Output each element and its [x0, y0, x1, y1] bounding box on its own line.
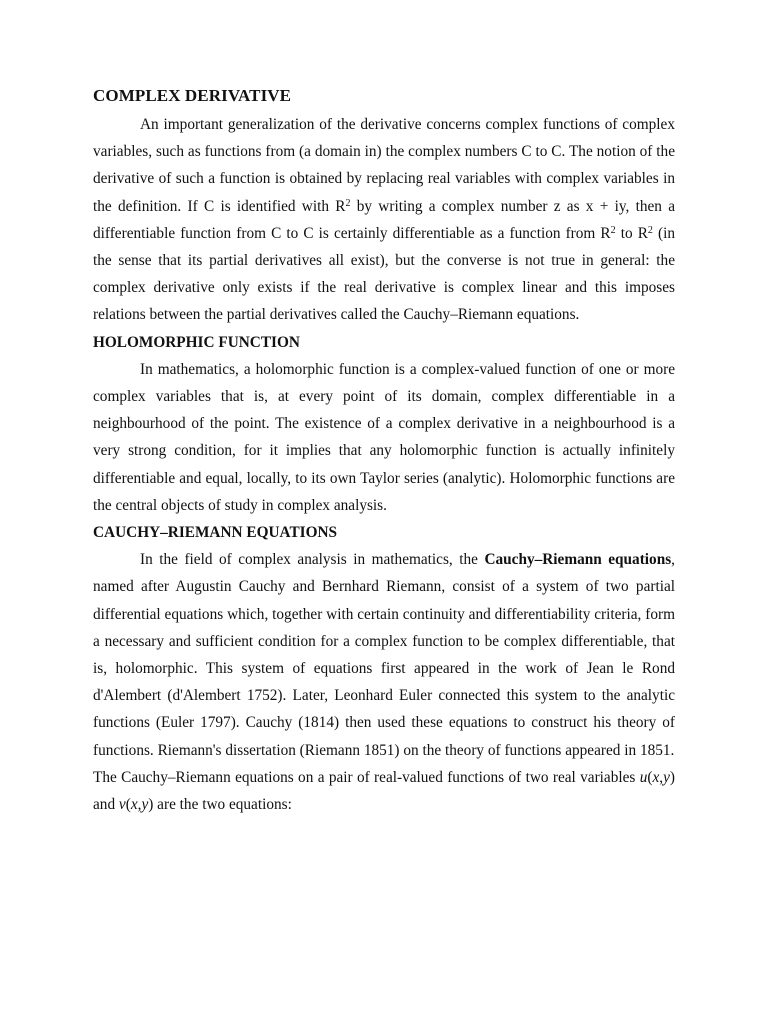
heading-complex-derivative: COMPLEX DERIVATIVE: [93, 86, 292, 105]
paragraph-cauchy-riemann-intro: [93, 764, 675, 818]
math-variable: v: [118, 796, 126, 814]
math-variable: x: [652, 768, 660, 786]
paragraph-holomorphic-function: In mathematics, a holomorphic function is a complex-valued function of one or more complex variables that is, at every point of its domain, complex differentiable in a neighbourhood of the point. The existence of a complex derivative in a neighbourhood is a very strong condition, for it implies that any holomorphic function is actually infinitely differentiable and equal, locally, to its own Taylor series (analytic). Holomorphic functions are the central objects of study in complex analysis.: [93, 360, 675, 514]
math-variable: y: [141, 796, 149, 814]
text-run: (in the sense that its partial derivatives all exist), but the converse is not true in general: the complex derivative only exists if the real derivative is complex linear and this imposes relations between the partial derivatives called the Cauchy–Riemann equations.: [93, 224, 676, 324]
superscript: 2: [610, 224, 616, 236]
text-run: An important generalization of the derivative concerns complex functions of complex variables, such as functions from (a domain in) the complex numbers C to C. The notion of the derivative of such a function is obtained by replacing real variables with complex variables in the definition. If C is identified with R: [93, 116, 675, 215]
heading-holomorphic-function: HOLOMORPHIC FUNCTION: [93, 333, 300, 351]
math-variable: x: [130, 796, 138, 814]
paragraph-complex-derivative: [93, 111, 675, 329]
text-run: by writing a complex number z as x + iy, then a differentiable function from C to C is certainly differentiable as a function from R: [93, 197, 675, 242]
math-symbol: ,: [659, 768, 664, 786]
math-symbol: ): [669, 768, 675, 786]
superscript: 2: [345, 197, 351, 209]
heading-cauchy-riemann-equations: CAUCHY–RIEMANN EQUATIONS: [93, 524, 338, 542]
paragraph-cauchy-riemann: [93, 546, 675, 764]
text-run: to R: [615, 224, 648, 242]
math-symbol: ): [148, 796, 154, 814]
math-variable: y: [663, 768, 670, 786]
math-symbol: (: [125, 796, 131, 814]
text-run: The Cauchy–Riemann equations on a pair of real-valued functions of two real variables: [93, 768, 640, 786]
text-run: , named after Augustin Cauchy and Bernhard Riemann, consist of a system of two partial differential equations which, together with certain continuity and differentiability criteria, form a necessary and sufficient condition for a complex function to be complex differentiable, that is, holomorphic. This system of equations first appeared in the work of Jean le Rond d'Alembert (d'Alembert 1752). Later, Leonhard Euler connected this system to the analytic functions (Euler 1797). Cauchy (1814) then used these equations to construct his theory of functions. Riemann's dissertation (Riemann 1851) on the theory of functions appeared in 1851.: [93, 551, 675, 759]
document-page: [93, 84, 675, 818]
text-run: and: [93, 796, 119, 814]
text-run: are the two equations:: [153, 796, 292, 814]
math-symbol: ,: [137, 796, 142, 814]
bold-term: Cauchy–Riemann equations: [484, 551, 672, 569]
text-run: In the field of complex analysis in mathematics, the: [140, 551, 485, 569]
superscript: 2: [647, 224, 653, 236]
math-symbol: (: [647, 768, 653, 786]
math-variable: u: [639, 768, 648, 786]
